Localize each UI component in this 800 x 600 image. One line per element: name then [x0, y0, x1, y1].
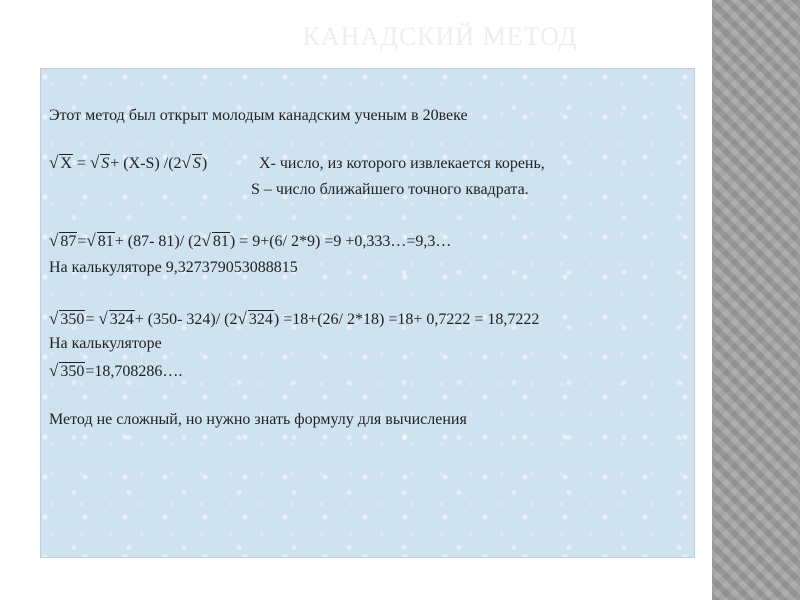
intro-text: Этот метод был открыт молодым канадским ученым в 20веке	[49, 107, 468, 124]
radicand: 324	[248, 311, 273, 328]
calc-value: =18,708286….	[85, 363, 183, 380]
radicand: 87	[60, 233, 77, 250]
radicand: 350	[60, 363, 85, 380]
example1-mid: + (87- 81)/ (2	[114, 233, 202, 250]
sqrt-symbol: √	[89, 153, 100, 172]
example2-line	[49, 309, 539, 329]
formula-close: )	[201, 155, 208, 172]
sqrt-symbol: √	[49, 309, 59, 328]
sqrt-symbol: √	[49, 361, 59, 380]
definition-x: X- число, из которого извлекается корень,	[259, 155, 545, 172]
example2-calculator-label: На калькуляторе	[49, 335, 162, 352]
slide-title: КАНАДСКИЙ МЕТОД	[302, 22, 578, 51]
radicand: 350	[60, 311, 85, 328]
radicand: 324	[109, 311, 134, 328]
equals-sign: =	[85, 311, 99, 328]
formula-line	[49, 153, 207, 173]
radicand-x: X	[60, 155, 72, 172]
formula-mid: + (X-S) /(2	[110, 155, 182, 172]
example1-line	[49, 231, 451, 251]
example2-mid: + (350- 324)/ (2	[134, 311, 238, 328]
sqrt-symbol: √	[201, 231, 211, 250]
sqrt-symbol: √	[98, 309, 108, 328]
sqrt-symbol: √	[181, 153, 191, 172]
sqrt-symbol: √	[49, 153, 59, 172]
conclusion-text: Метод не сложный, но нужно знать формулу для вычисления	[49, 411, 467, 428]
radicand-s: S	[101, 155, 110, 172]
example2-rest: ) =18+(26/ 2*18) =18+ 0,7222 = 18,7222	[273, 311, 540, 328]
definition-s: S – число ближайшего точного квадрата.	[251, 181, 529, 198]
radicand: 81	[97, 233, 114, 250]
radicand: 81	[212, 233, 229, 250]
radicand-s2: S	[192, 155, 201, 172]
sqrt-symbol: √	[49, 231, 59, 250]
sqrt-symbol: √	[86, 231, 96, 250]
content-panel	[40, 68, 695, 558]
sqrt-symbol: √	[237, 309, 247, 328]
equals-sign: =	[77, 233, 87, 250]
decorative-side-pattern	[712, 0, 800, 600]
example1-calculator: На калькуляторе 9,327379053088815	[49, 259, 298, 276]
example2-calculator-value	[49, 361, 182, 381]
example1-rest: ) = 9+(6/ 2*9) =9 +0,333…=9,3…	[229, 233, 452, 250]
equals-sign: =	[76, 155, 86, 172]
